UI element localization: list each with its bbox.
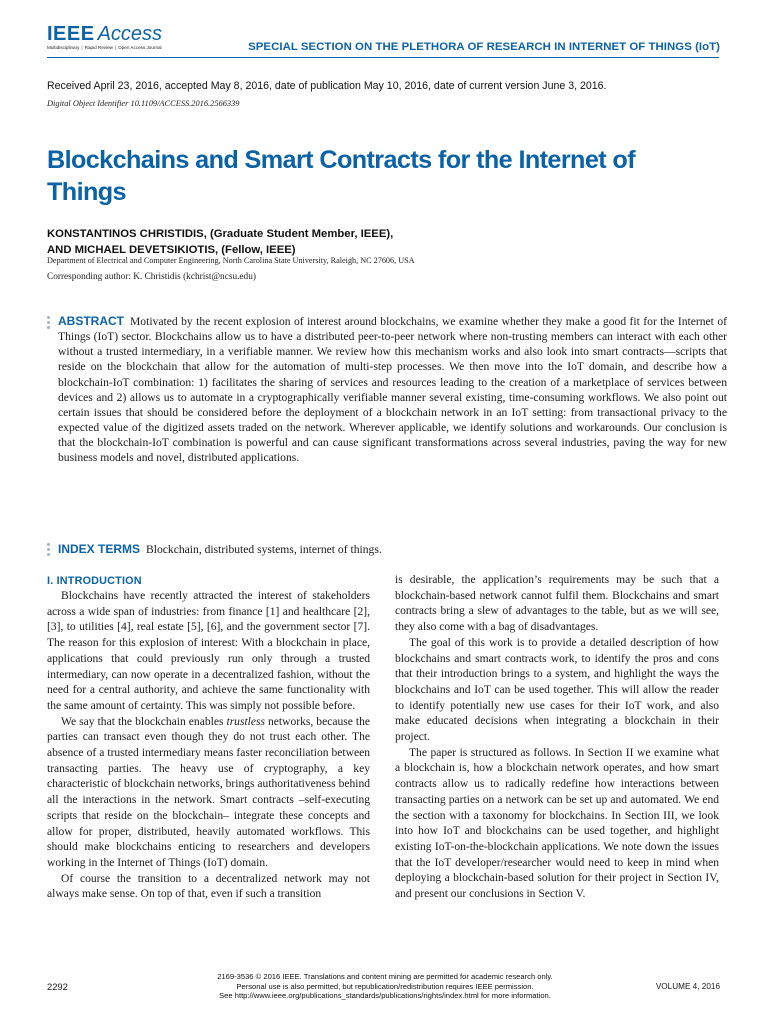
- author-list: [47, 227, 567, 258]
- abstract: [58, 314, 727, 466]
- received-dates: Received April 23, 2016, accepted May 8, 2016, date of publication May 10, 2016, date of current version June 3, 2016.: [47, 80, 607, 92]
- tagline-separator: |: [81, 45, 83, 50]
- paragraph-text: Of course the transition to a decentralized network may not always make sense. On top of that, even if such a transition: [47, 872, 370, 901]
- right-column: [395, 573, 719, 903]
- body-paragraph: [47, 715, 370, 872]
- logo-tagline-item: Rapid Review: [84, 45, 113, 50]
- tagline-separator: |: [114, 45, 117, 50]
- corresponding-author: Corresponding author: K. Christidis (kchrist@ncsu.edu): [47, 272, 256, 282]
- affiliation: Department of Electrical and Computer Engineering, North Carolina State University, Raleigh, NC 27606, USA: [47, 256, 415, 265]
- section-heading-introduction: I. INTRODUCTION: [47, 575, 142, 587]
- journal-logo: [47, 24, 197, 54]
- paragraph-text: We say that the blockchain enables: [61, 715, 227, 728]
- index-terms: [58, 542, 382, 556]
- body-paragraph: [47, 872, 370, 903]
- body-paragraph: [395, 573, 719, 636]
- logo-ieee: IEEE: [47, 23, 95, 45]
- author-line: AND MICHAEL DEVETSIKIOTIS, (Fellow, IEEE): [47, 243, 296, 256]
- logo-wordmark: [47, 24, 162, 44]
- logo-tagline: [47, 45, 162, 50]
- paragraph-text: The paper is structured as follows. In Section II we examine what a blockchain is, how a blockchain network operates, and how smart contracts allow us to radically redefine how interactions between transacting parties on a network can be set up and automated. We end the section with a taxonomy for blockchains. In Section III, we look into how IoT and blockchains can be used together, and highlight existing IoT-on-the-blockchain applications. We note down the issues that the IoT developer/researcher would need to keep in mind when deploying a blockchain-based solution for their project in Section IV, and present our conclusions in Section V.: [395, 746, 719, 901]
- header-divider: [47, 57, 719, 58]
- index-terms-text: Blockchain, distributed systems, internet of things.: [146, 543, 382, 556]
- license-line: Personal use is also permitted, but republication/redistribution requires IEEE permission.: [236, 981, 534, 991]
- left-column: [47, 589, 370, 903]
- license-notice: [170, 972, 600, 1001]
- author-line: KONSTANTINOS CHRISTIDIS, (Graduate Student Member, IEEE),: [47, 228, 394, 240]
- paragraph-text: Blockchains have recently attracted the interest of stakeholders across a wide span of industries: from finance [1] and healthcare [2], [3], to utilities [4], real estate [5], [6], and the government sector [7]. The reason for this explosion of interest: With a blockchain in place, applications that could previously run only through a trusted intermediary, can now operate in a decentralized fashion, without the need for a central authority, and achieve the same functionality with the same amount of certainty. This was simply not possible before.: [47, 590, 370, 712]
- abstract-text: Motivated by the recent explosion of interest around blockchains, we examine whether they make a good fit for the Internet of Things (IoT) sector. Blockchains allow us to have a distributed peer-to-peer network where non-trusting members can interact with each other without a trusted intermediary, in a verifiable manner. We review how this mechanism works and also look into smart contracts—scripts that reside on the blockchain that allow for the automation of multi-step processes. We then move into the IoT domain, and describe how a blockchain-IoT combination: 1) facilitates the sharing of services and resources leading to the creation of a marketplace of services between devices and 2) allows us to automate in a cryptographically verifiable manner several existing, time-consuming workflows. We also point out certain issues that should be considered before the deployment of a blockchain network in an IoT setting: from transactional privacy to the expected value of the digitized assets traded on the network. Wherever applicable, we identify solutions and workarounds. Our conclusion is that the blockchain-IoT combination is powerful and can cause significant transformations across several industries, paving the way for new business models and novel, distributed applications.: [58, 315, 727, 465]
- paragraph-text: The goal of this work is to provide a detailed description of how blockchains and smart contracts work, to identify the pros and cons that their introduction brings to a system, and highlight the ways the blockchains and IoT can be used together. This will allow the reader to identify potentially new use cases for their IoT work, and also make educated decisions when integrating a blockchain in their project.: [395, 636, 719, 744]
- body-paragraph: [395, 636, 719, 746]
- emphasized-text: trustless: [226, 715, 265, 728]
- index-terms-label: INDEX TERMS: [58, 542, 141, 556]
- license-line: See http://www.ieee.org/publications_standards/publications/rights/index.html for more information.: [219, 991, 551, 1000]
- body-paragraph: [47, 589, 370, 715]
- logo-tagline-item: Multidisciplinary: [47, 45, 80, 50]
- paper-title: Blockchains and Smart Contracts for the Internet of Things: [47, 146, 635, 206]
- abstract-dots-icon: [47, 316, 50, 332]
- index-terms-dots-icon: [47, 543, 50, 559]
- logo-tagline-item: Open Access Journal: [118, 45, 162, 50]
- volume-label: VOLUME 4, 2016: [655, 982, 720, 991]
- doi-line: Digital Object Identifier 10.1109/ACCESS.2016.2566339: [47, 99, 240, 108]
- paragraph-text: networks, because the parties can transact even though they do not trust each other. The absence of a trusted intermediary means faster reconciliation between transacting parties. The heavy use of cryptography, a key characteristic of blockchain networks, brings authoritativeness behind all the interactions in the network. Smart contracts –self-executing scripts that reside on the blockchain– integrate these concepts and allow for proper, distributed, heavily automated workflows. This should make blockchains enticing to researchers and developers working in the Internet of Things (IoT) domain.: [47, 715, 370, 869]
- page-number: 2292: [47, 981, 68, 992]
- logo-access: Access: [97, 23, 163, 45]
- body-paragraph: [395, 746, 719, 903]
- license-line: 2169-3536 © 2016 IEEE. Translations and content mining are permitted for academic research only.: [217, 972, 553, 981]
- abstract-label: ABSTRACT: [58, 314, 124, 328]
- special-section-title: SPECIAL SECTION ON THE PLETHORA OF RESEARCH IN INTERNET OF THINGS (IoT): [248, 41, 720, 53]
- paragraph-text: is desirable, the application’s requirements may be such that a blockchain-based network cannot fulfil them. Blockchains and smart contracts bring a slew of advantages to the table, but as we will see, they also come with a bag of disadvantages.: [395, 574, 719, 634]
